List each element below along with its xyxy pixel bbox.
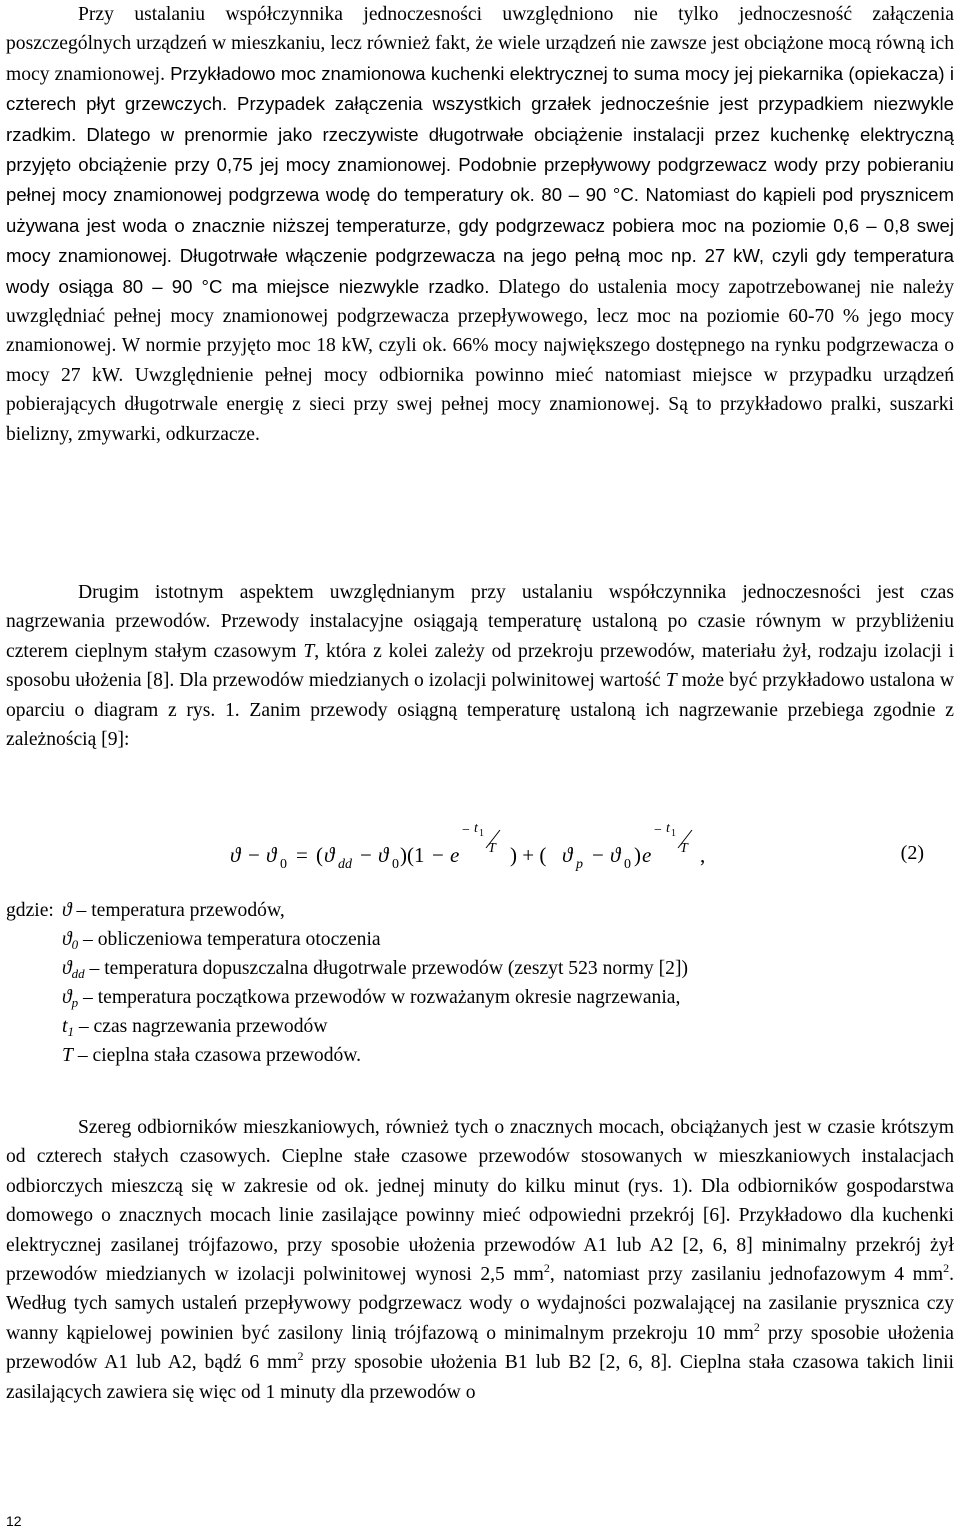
eq-minus: −	[432, 843, 444, 867]
superscript: 2	[297, 1349, 304, 1364]
eq-exp-t: t	[474, 821, 478, 836]
eq-e: e	[642, 843, 652, 867]
eq-exp-T: T	[680, 841, 688, 856]
page-number: 12	[6, 1513, 22, 1529]
eq-theta: ϑ	[562, 843, 573, 867]
paragraph-2-part-a: Drugim istotnym aspektem uwzględnianym przy ustalaniu współczynnika jednoczesności jest czas nagrzewania przewodów. Przewody instalacyjne osiągają temperaturę ustaloną po czasie równym w przybliżeniu czterem cieplnym stałym czasowym	[6, 582, 954, 662]
legend-item: $ϑ_{dd}$ – temperatura dopuszczalna długotrwale przewodów (zeszyt 523 normy [2])	[62, 958, 689, 981]
eq-theta: ϑ	[378, 843, 389, 867]
paragraph-2	[6, 578, 954, 754]
symbol-T: T	[303, 640, 315, 662]
paragraph-2-part-c: może być przykładowo ustalona w oparciu o diagram z rys. 1. Zanim przewody osiągną temperaturę ustaloną ich nagrzewanie przebiega zgodnie z zależnością [9]:	[6, 670, 954, 751]
eq-theta: ϑ	[266, 843, 277, 867]
eq-exp-t-sub: 1	[671, 828, 676, 839]
superscript: 2	[753, 1319, 760, 1334]
legend-item: $ϑ_0$ – obliczeniowa temperatura otoczenia	[62, 929, 381, 952]
eq-e: e	[450, 843, 460, 867]
eq-exp-t: t	[666, 821, 670, 836]
equation-formula	[200, 812, 760, 892]
paragraph-3-part-d: przy sposobie ułożenia przewodów A1 lub A2, bądź 6 mm	[6, 1322, 954, 1374]
eq-rparen: )	[634, 843, 641, 867]
paragraph-1-sans-part: Przykładowo moc znamionowa kuchenki elektrycznej to suma mocy jej piekarnika (opiekacza) i czterech płyt grzewczych. Przypadek załączenia wszystkich grzałek jednocześnie jest przypadkiem niezwykle rzadkim. Dlatego w prenormie jako rzeczywiste długotrwałe obciążenie instalacji przez kuchenkę elektryczną przyjęto obciążenie przy 0,75 jej mocy znamionowej. Podobnie przepływowy podgrzewacz wody przy pobieraniu pełnej mocy znamionowej podgrzewa wodę do temperatury ok. 80 – 90 °C. Natomiast do kąpieli pod prysznicem używana jest woda o znacznie niższej temperaturze, gdy podgrzewacz pobiera moc na poziomie 0,6 – 0,8 swej mocy znamionowej. Długotrwałe włączenie podgrzewacza na jego pełną moc np. 27 kW, czyli gdy temperatura wody osiąga 80 – 90 °C ma miejsce niezwykle rzadko.	[6, 62, 954, 297]
eq-exp-T: T	[488, 841, 496, 856]
equation-2	[0, 812, 960, 892]
paragraph-2-part-b: , która z kolei zależy od przekroju przewodów, materiału żył, rodzaju izolacji i sposobu ułożenia [8]. Dla przewodów miedzianych o izolacji polwinitowej wartość	[6, 640, 955, 692]
eq-sub-zero: 0	[624, 857, 631, 872]
superscript: 2	[543, 1261, 550, 1276]
superscript: 2	[943, 1261, 950, 1276]
paragraph-3-part-e: przy sposobie ułożenia B1 lub B2 [2, 6, 8]. Cieplna stała czasowa takich linii zasilających zawiera się więc od 1 minuty dla przewodów o	[6, 1352, 954, 1403]
eq-theta: ϑ	[610, 843, 621, 867]
eq-exp-minus: −	[654, 823, 662, 838]
legend-label: gdzie:	[6, 900, 54, 921]
paragraph-1-serif-end: Dlatego do ustalenia mocy zapotrzebowanej nie należy uwzględniać pełnej mocy znamionowej podgrzewacza przepływowego, lecz moc na poziomie 60-70 % jego mocy znamionowej. W normie przyjęto moc 18 kW, czyli ok. 66% mocy największego dostępnego na rynku podgrzewacza o mocy 27 kW. Uwzględnienie pełnej mocy odbiornika powinno mieć natomiast miejsce w przypadku urządzeń pobierających długotrwale energię z sieci przy swej pełnej mocy znamionowej. Są to przykładowo pralki, suszarki bielizny, zmywarki, odkurzacze.	[6, 276, 954, 445]
eq-theta: ϑ	[230, 843, 241, 867]
eq-sub-zero: 0	[392, 857, 399, 872]
eq-sub-p: p	[576, 857, 583, 872]
symbol-T: T	[665, 670, 677, 692]
eq-lparen: (	[316, 843, 323, 867]
eq-minus: −	[248, 843, 260, 867]
legend-item: ϑ – temperatura przewodów,	[62, 900, 285, 921]
eq-minus: −	[592, 843, 604, 867]
paragraph-1	[6, 0, 954, 449]
eq-plus: ) + (	[510, 843, 547, 867]
eq-exp-t-sub: 1	[479, 828, 484, 839]
eq-exp-minus: −	[462, 823, 470, 838]
paragraph-3-part-b: , natomiast przy zasilaniu jednofazowym 4 mm	[549, 1264, 944, 1286]
paragraph-3-part-a: Szereg odbiorników mieszkaniowych, również tych o znacznych mocach, obciążanych jest w czasie krótszym od czterech stałych czasowych. Cieplne stałe czasowe przewodów stosowanych w mieszkaniowych instalacjach odbiorczych mieszczą się w zakresie od ok. jednej minuty do kilku minut (rys. 1). Dla odbiorników gospodarstwa domowego o znacznych mocach linie zasilające powinny mieć odpowiedni przekrój [6]. Przykładowo dla kuchenki elektrycznej zasilanej trójfazowo, przy sposobie ułożenia przewodów A1 lub A2 [2, 6, 8] minimalny przekrój żył przewodów miedzianych w izolacji polwinitowej wynosi 2,5 mm	[6, 1117, 954, 1286]
eq-comma: ,	[700, 843, 706, 867]
eq-theta: ϑ	[324, 843, 335, 867]
eq-sub-zero: 0	[280, 857, 287, 872]
eq-sub-dd: dd	[338, 857, 352, 872]
eq-paren-one: )(1	[400, 843, 425, 867]
paragraph-3	[6, 1113, 954, 1407]
equation-number: (2)	[900, 842, 924, 864]
paragraph-3-part-c: . Według tych samych ustaleń przepływowy podgrzewacz wody o wydajności pozwalającej na zasilanie prysznica czy wanny kąpielowej powinien być zasilony linią trójfazową o minimalnym przekroju 10 mm	[6, 1264, 954, 1344]
eq-minus: −	[360, 843, 372, 867]
eq-equals: =	[296, 843, 308, 867]
legend-item: T – cieplna stała czasowa przewodów.	[62, 1045, 362, 1066]
paragraph-1-serif-start: Przy ustalaniu współczynnika jednoczesności uwzględniono nie tylko jednoczesność załączenia poszczególnych urządzeń w mieszkaniu, lecz również fakt, że wiele urządzeń nie zawsze jest obciążone mocą równą ich mocy znamionowej.	[6, 4, 954, 85]
legend-item: $ϑ_p$ – temperatura początkowa przewodów w rozważanym okresie nagrzewania,	[62, 987, 681, 1010]
legend-item: $t_1$ – czas nagrzewania przewodów	[62, 1016, 328, 1039]
